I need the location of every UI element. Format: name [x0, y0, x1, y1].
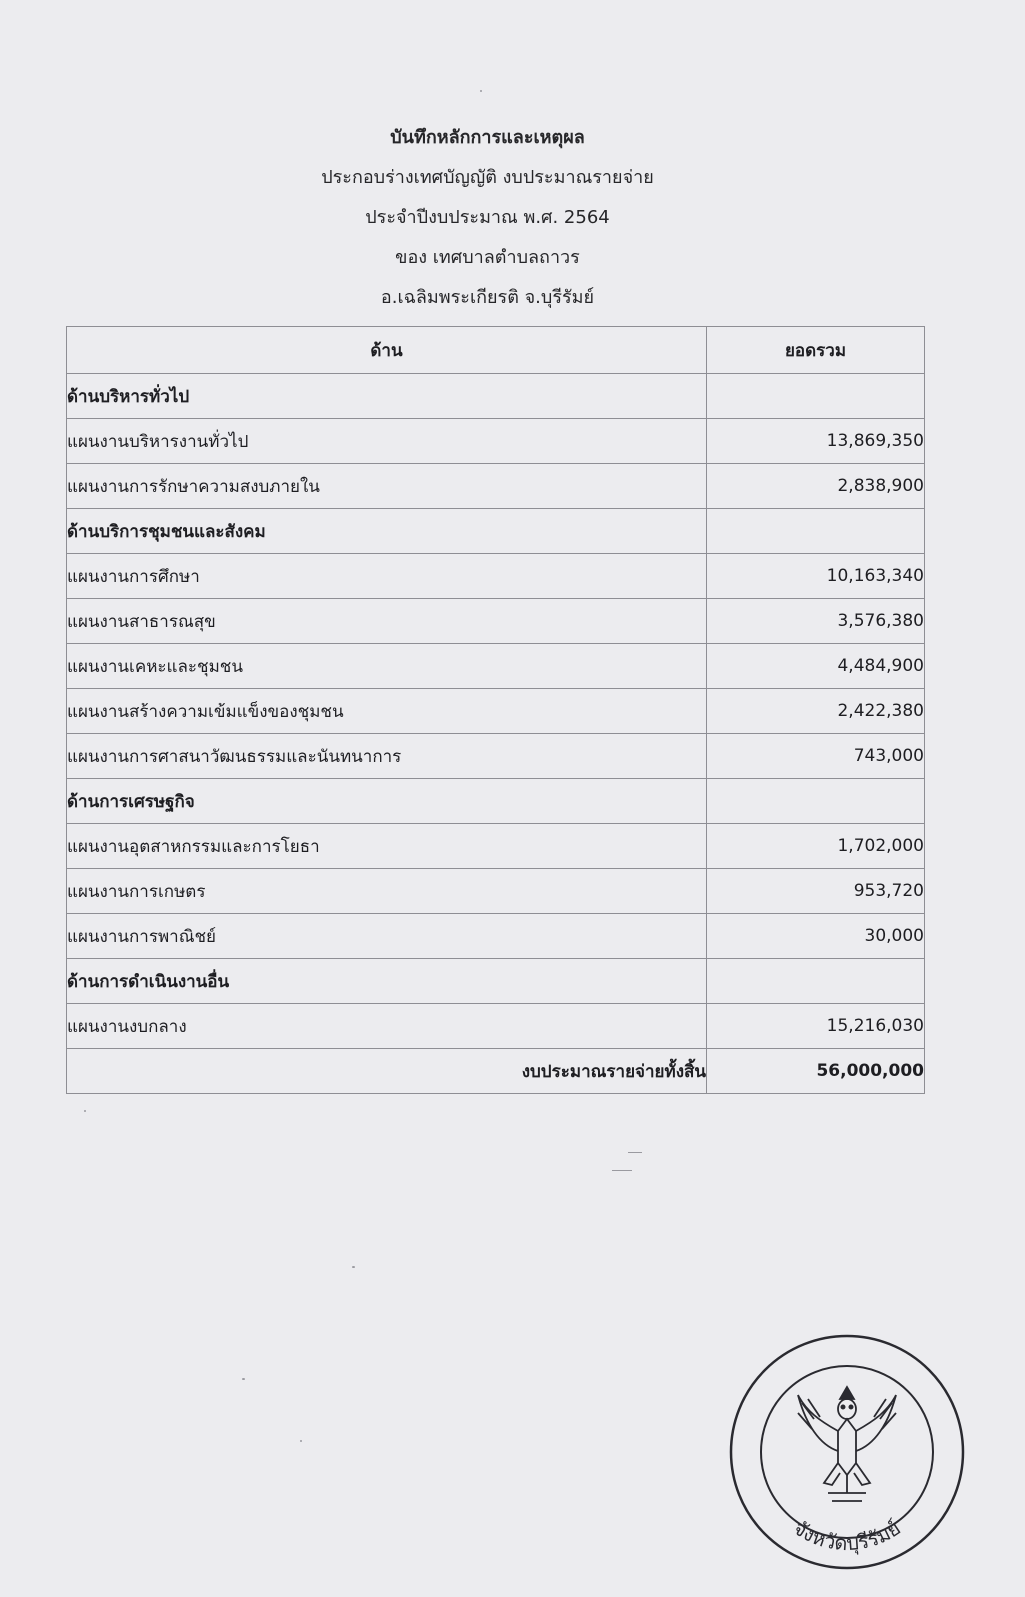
- seal-text: จังหวัดบุรีรัมย์: [789, 1515, 905, 1556]
- row-amount: [707, 374, 925, 419]
- row-amount: 2,422,380: [707, 689, 925, 734]
- plan-label: แผนงานสาธารณสุข: [67, 599, 707, 644]
- table-row: [67, 374, 925, 419]
- table-row: [67, 644, 925, 689]
- row-amount: 10,163,340: [707, 554, 925, 599]
- row-amount: 15,216,030: [707, 1004, 925, 1049]
- scan-speck: [480, 90, 482, 92]
- plan-label: แผนงานงบกลาง: [67, 1004, 707, 1049]
- garuda-seal-icon: [728, 1333, 966, 1571]
- heading-district-province: อ.เฉลิมพระเกียรติ จ.บุรีรัมย์: [380, 287, 595, 308]
- row-amount: 953,720: [707, 869, 925, 914]
- row-amount: 30,000: [707, 914, 925, 959]
- table-row: [67, 599, 925, 644]
- total-label: งบประมาณรายจ่ายทั้งสิ้น: [67, 1049, 707, 1094]
- row-amount: [707, 509, 925, 554]
- row-amount: 2,838,900: [707, 464, 925, 509]
- row-amount: [707, 779, 925, 824]
- header-side: ด้าน: [67, 327, 707, 374]
- document-heading: [0, 118, 975, 318]
- table-row: [67, 959, 925, 1004]
- table-row: [67, 419, 925, 464]
- plan-label: แผนงานการเกษตร: [67, 869, 707, 914]
- scan-speck: [612, 1170, 632, 1171]
- scan-speck: [242, 1378, 245, 1380]
- row-amount: 13,869,350: [707, 419, 925, 464]
- table-row: [67, 509, 925, 554]
- row-amount: 3,576,380: [707, 599, 925, 644]
- row-amount: [707, 959, 925, 1004]
- plan-label: แผนงานการพาณิชย์: [67, 914, 707, 959]
- plan-label: แผนงานบริหารงานทั่วไป: [67, 419, 707, 464]
- table-row: [67, 689, 925, 734]
- total-row: [67, 1049, 925, 1094]
- scan-speck: [352, 1266, 355, 1268]
- table-row: [67, 464, 925, 509]
- scan-speck: [84, 1110, 86, 1112]
- plan-label: แผนงานการศึกษา: [67, 554, 707, 599]
- heading-title: บันทึกหลักการและเหตุผล: [390, 127, 585, 148]
- table-row: [67, 914, 925, 959]
- sector-label: ด้านบริการชุมชนและสังคม: [67, 509, 707, 554]
- plan-label: แผนงานการรักษาความสงบภายใน: [67, 464, 707, 509]
- budget-table: [66, 326, 925, 1094]
- table-row: [67, 824, 925, 869]
- table-row: [67, 869, 925, 914]
- sector-label: ด้านการเศรษฐกิจ: [67, 779, 707, 824]
- scan-speck: [628, 1152, 642, 1153]
- header-total: ยอดรวม: [707, 327, 925, 374]
- row-amount: 1,702,000: [707, 824, 925, 869]
- table-row: [67, 734, 925, 779]
- heading-municipality: ของ เทศบาลตำบลถาวร: [395, 247, 580, 268]
- plan-label: แผนงานเคหะและชุมชน: [67, 644, 707, 689]
- row-amount: 743,000: [707, 734, 925, 779]
- row-amount: 4,484,900: [707, 644, 925, 689]
- total-value: 56,000,000: [707, 1049, 925, 1094]
- table-row: [67, 554, 925, 599]
- plan-label: แผนงานสร้างความเข้มแข็งของชุมชน: [67, 689, 707, 734]
- plan-label: แผนงานการศาสนาวัฒนธรรมและนันทนาการ: [67, 734, 707, 779]
- garuda-emblem: [798, 1387, 896, 1501]
- heading-subtitle: ประกอบร่างเทศบัญญัติ งบประมาณรายจ่าย: [321, 167, 654, 188]
- sector-label: ด้านบริหารทั่วไป: [67, 374, 707, 419]
- plan-label: แผนงานอุตสาหกรรมและการโยธา: [67, 824, 707, 869]
- table-row: [67, 779, 925, 824]
- sector-label: ด้านการดำเนินงานอื่น: [67, 959, 707, 1004]
- heading-fiscal-year: ประจำปีงบประมาณ พ.ศ. 2564: [365, 207, 610, 228]
- table-header-row: [67, 327, 925, 374]
- table-row: [67, 1004, 925, 1049]
- scan-speck: [300, 1440, 302, 1442]
